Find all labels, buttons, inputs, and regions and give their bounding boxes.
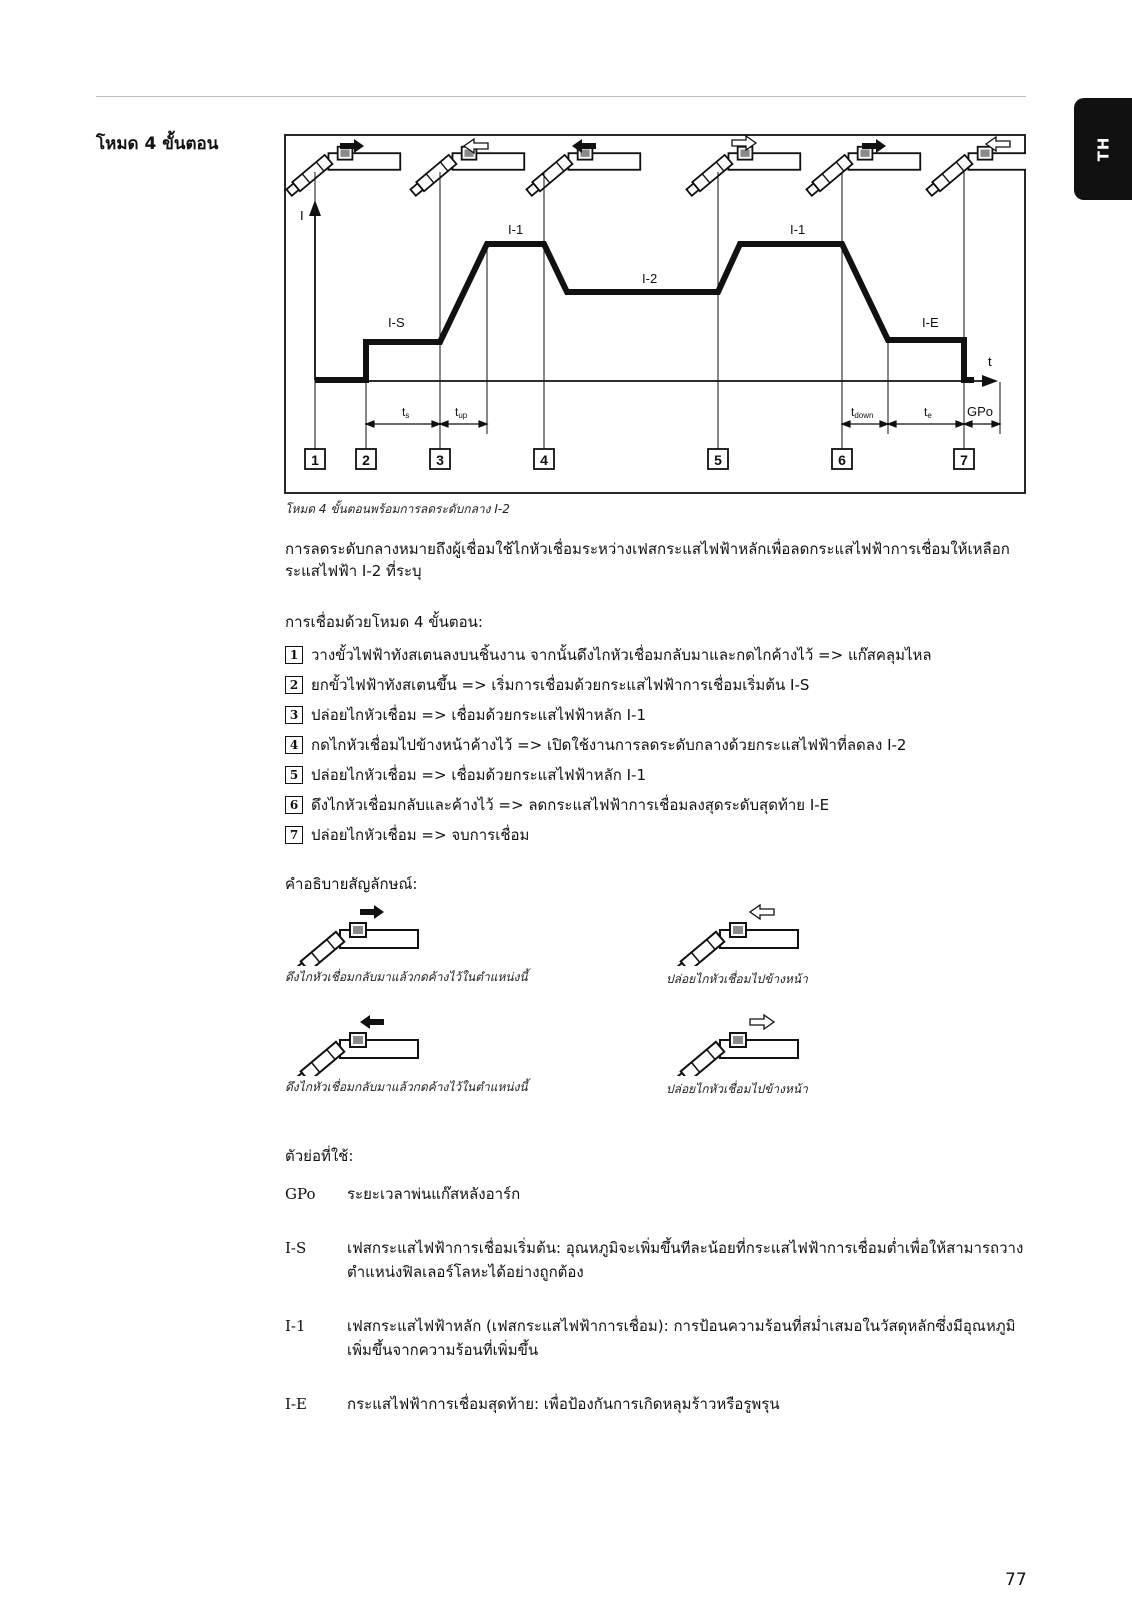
abbreviation-term: I-1 [285,1317,306,1335]
intro-section [285,538,1025,582]
diagram-step-box [832,449,852,469]
diagram-step-box [708,449,728,469]
step-number-box: 6 [285,796,303,814]
diagram-step-box [356,449,376,469]
x-axis-label: t [988,354,992,369]
step-text: ดึงไกหัวเชื่อมกลับและค้างไว้ => ลดกระแสไฟฟ้าการเชื่อมลงสุดระดับสุดท้าย I-E [311,796,830,814]
step-number-box: 4 [285,736,303,754]
legend-symbol-release-forward [664,1014,824,1080]
interval-tup: tup [455,405,468,420]
section-title: โหมด 4 ขั้นตอน [96,134,219,154]
step-number-box: 7 [285,826,303,844]
step-number-box: 1 [285,646,303,664]
interval-gpo: GPo [967,404,994,419]
step-number-box: 2 [285,676,303,694]
step-text: กดไกหัวเชื่อมไปข้างหน้าค้างไว้ => เปิดใช้งานการลดระดับกลางด้วยกระแสไฟฟ้าที่ลดลง I-2 [311,736,907,754]
language-tab-label: TH [1093,136,1112,162]
diagram-step-number: 1 [311,452,319,468]
step-text: ปล่อยไกหัวเชื่อม => จบการเชื่อม [311,826,530,844]
abbreviation-desc: เฟสกระแสไฟฟ้าการเชื่อมเริ่มต้น: อุณหภูมิจะเพิ่มขึ้นทีละน้อยที่กระแสไฟฟ้าการเชื่อมต่ำเพื่อให้สามารถวางตำแหน่งฟิลเลอร์โลหะได้อย่างถูกต้อง [347,1239,1024,1281]
abbreviation-term: I-E [285,1395,307,1413]
steps-title: การเชื่อมด้วยโหมด 4 ขั้นตอน: [285,613,483,631]
welding-process-diagram [284,134,1026,494]
step-text: ปล่อยไกหัวเชื่อม => เชื่อมด้วยกระแสไฟฟ้าหลัก I-1 [311,706,647,724]
figure-caption: โหมด 4 ขั้นตอนพร้อมการลดระดับกลาง I-2 [285,502,510,516]
step-text: ยกขั้วไฟฟ้าทังสเตนขึ้น => เริ่มการเชื่อมด้วยกระแสไฟฟ้าการเชื่อมเริ่มต้น I-S [311,676,810,694]
step-item [285,820,1030,850]
top-rule [96,96,1026,97]
diagram-step-number: 3 [436,452,444,468]
language-tab [1074,98,1132,200]
legend-title: คำอธิบายสัญลักษณ์: [285,875,418,893]
abbreviations-title: ตัวย่อที่ใช้: [285,1147,354,1165]
diagram-step-box [534,449,554,469]
legend-caption-3: ดึงไกหัวเชื่อมกลับมาแล้วกดค้างไว้ในตำแหน่งนี้ [285,1080,528,1094]
step-number-box: 3 [285,706,303,724]
diagram-step-number: 5 [714,452,722,468]
abbreviation-is [285,1236,1030,1284]
phase-label-i2: I-2 [642,271,658,286]
interval-te: te [924,405,932,420]
abbreviation-desc: กระแสไฟฟ้าการเชื่อมสุดท้าย: เพื่อป้องกันการเกิดหลุมร้าวหรือรูพรุน [347,1395,780,1413]
diagram-step-number: 6 [838,452,846,468]
step-text: ปล่อยไกหัวเชื่อม => เชื่อมด้วยกระแสไฟฟ้าหลัก I-1 [311,766,647,784]
legend-symbol-release [664,904,824,970]
step-item [285,640,1030,670]
abbreviation-desc: ระยะเวลาพ่นแก๊สหลังอาร์ก [347,1185,521,1203]
legend-caption-1: ดึงไกหัวเชื่อมกลับมาแล้วกดค้างไว้ในตำแหน่งนี้ [285,970,528,984]
step-number-box: 5 [285,766,303,784]
abbreviation-desc: เฟสกระแสไฟฟ้าหลัก (เฟสกระแสไฟฟ้าการเชื่อม): การป้อนความร้อนที่สม่ำเสมอในวัสดุหลักซึ่งมีอุณหภูมิเพิ่มขึ้นจากความร้อนที่เพิ่มขึ้น [347,1317,1016,1359]
legend-symbol-push-forward [284,1014,444,1080]
step-text: วางขั้วไฟฟ้าทังสเตนลงบนชิ้นงาน จากนั้นดึงไกหัวเชื่อมกลับมาและกดไกค้างไว้ => แก๊สคลุมไหล [311,646,932,664]
diagram-step-box [954,449,974,469]
steps-list [285,640,1030,850]
abbreviation-term: I-S [285,1239,307,1257]
step-item [285,760,1030,790]
legend-caption-4: ปล่อยไกหัวเชื่อมไปข้างหน้า [666,1082,808,1096]
abbreviation-ie [285,1392,1030,1416]
diagram-step-box [430,449,450,469]
legend-caption-2: ปล่อยไกหัวเชื่อมไปข้างหน้า [666,972,808,986]
diagram-step-box [305,449,325,469]
abbreviation-term: GPo [285,1185,316,1203]
legend-symbol-pull-back [284,904,444,970]
phase-label-i1-first: I-1 [508,222,524,237]
abbreviation-i1 [285,1314,1030,1362]
interval-ts: ts [402,405,410,420]
page-number: 77 [1005,1570,1027,1590]
phase-label-ie: I-E [922,315,939,330]
intro-paragraph: การลดระดับกลางหมายถึงผู้เชื่อมใช้ไกหัวเชื่อมระหว่างเฟสกระแสไฟฟ้าหลักเพื่อลดกระแสไฟฟ้าการเชื่อมให้เหลือกระแสไฟฟ้า I-2 ที่ระบุ [285,540,1010,580]
y-axis-label: I [300,208,304,223]
phase-label-i1-second: I-1 [790,222,806,237]
diagram-step-number: 7 [960,452,968,468]
phase-label-is: I-S [388,315,405,330]
diagram-step-number: 4 [540,452,548,468]
step-item [285,730,1030,760]
abbreviation-gpo [285,1182,1030,1206]
step-item [285,700,1030,730]
diagram-step-number: 2 [362,452,370,468]
step-item [285,670,1030,700]
interval-tdown: tdown [851,405,874,420]
step-item [285,790,1030,820]
